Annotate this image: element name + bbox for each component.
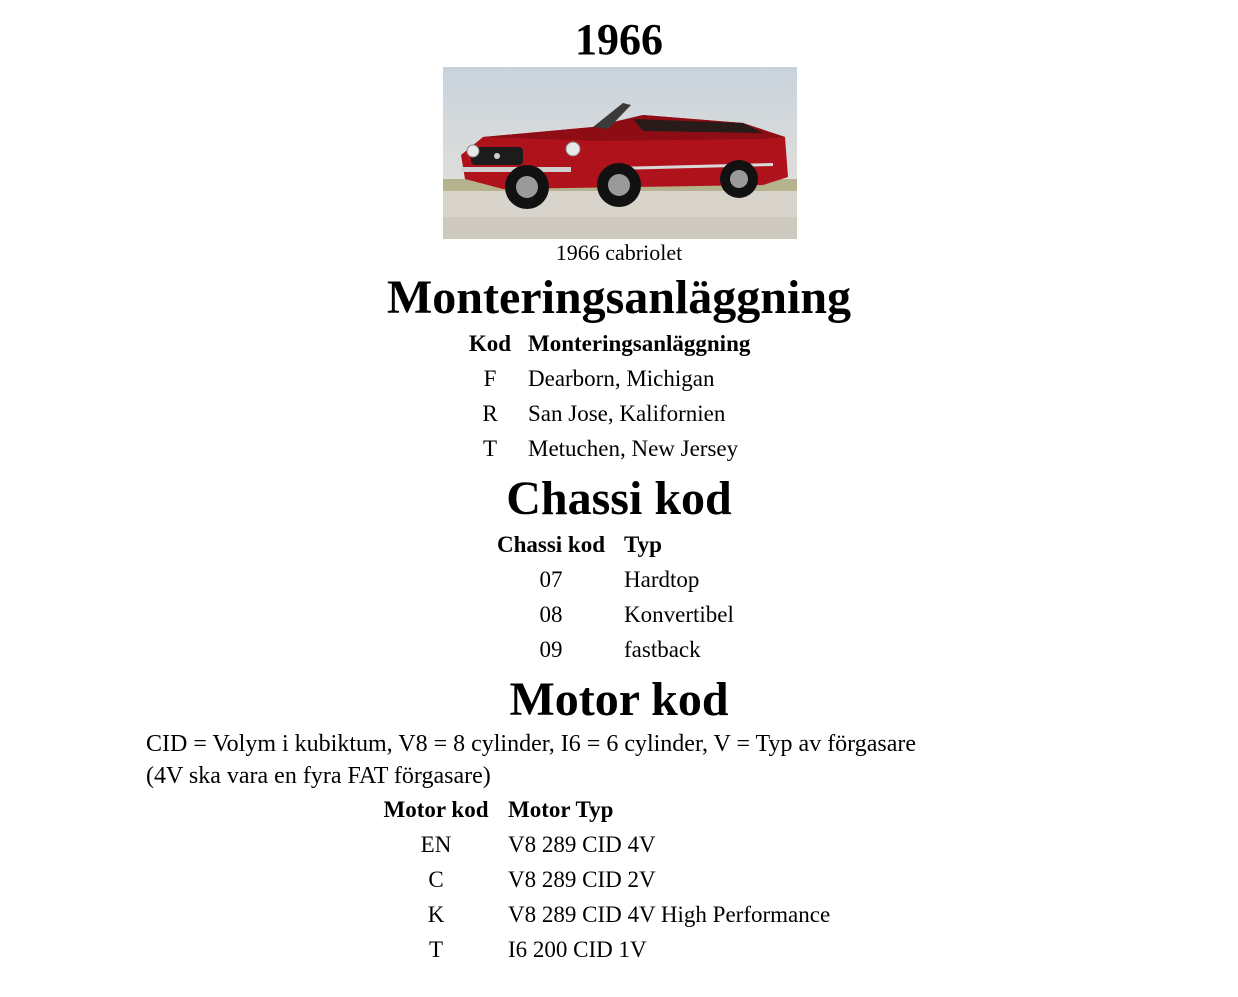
chassis-type: Hardtop	[624, 567, 700, 592]
chassis-code: 09	[539, 637, 563, 662]
chassis-type: fastback	[624, 637, 701, 662]
chassis-col-type: Typ	[624, 532, 662, 557]
engine-note-line2: (4V ska vara en fyra FAT förgasare)	[146, 763, 491, 789]
engine-type: V8 289 CID 4V	[508, 832, 656, 857]
engine-note-line1: CID = Volym i kubiktum, V8 = 8 cylinder, I6 = 6 cylinder, V = Typ av förgasare	[146, 731, 917, 757]
assembly-code: F	[483, 366, 497, 391]
assembly-heading: Monteringsanläggning	[386, 271, 852, 324]
page-title: 1966	[575, 15, 663, 64]
assembly-plant: Dearborn, Michigan	[528, 366, 715, 391]
engine-col-type: Motor Typ	[508, 797, 614, 822]
engine-type: V8 289 CID 4V High Performance	[508, 902, 831, 927]
assembly-plant: Metuchen, New Jersey	[528, 436, 739, 461]
engine-type: V8 289 CID 2V	[508, 867, 656, 892]
chassis-code: 08	[539, 602, 563, 627]
chassis-heading: Chassi kod	[506, 472, 732, 525]
engine-col-code: Motor kod	[383, 797, 489, 822]
engine-code: T	[428, 937, 444, 962]
assembly-col-plant: Monteringsanläggning	[528, 331, 751, 356]
engine-code: EN	[420, 832, 452, 857]
engine-heading: Motor kod	[509, 673, 729, 726]
photo-caption: 1966 cabriolet	[555, 240, 683, 265]
chassis-type: Konvertibel	[624, 602, 734, 627]
chassis-col-code: Chassi kod	[496, 532, 606, 557]
assembly-plant: San Jose, Kalifornien	[528, 401, 726, 426]
engine-type: I6 200 CID 1V	[508, 937, 647, 962]
convertible-car-image	[443, 67, 797, 239]
chassis-code: 07	[539, 567, 563, 592]
assembly-code: T	[482, 436, 498, 461]
engine-code: K	[427, 902, 445, 927]
car-photo	[443, 67, 797, 239]
engine-code: C	[428, 867, 444, 892]
assembly-col-code: Kod	[468, 331, 512, 356]
assembly-code: R	[482, 401, 498, 426]
